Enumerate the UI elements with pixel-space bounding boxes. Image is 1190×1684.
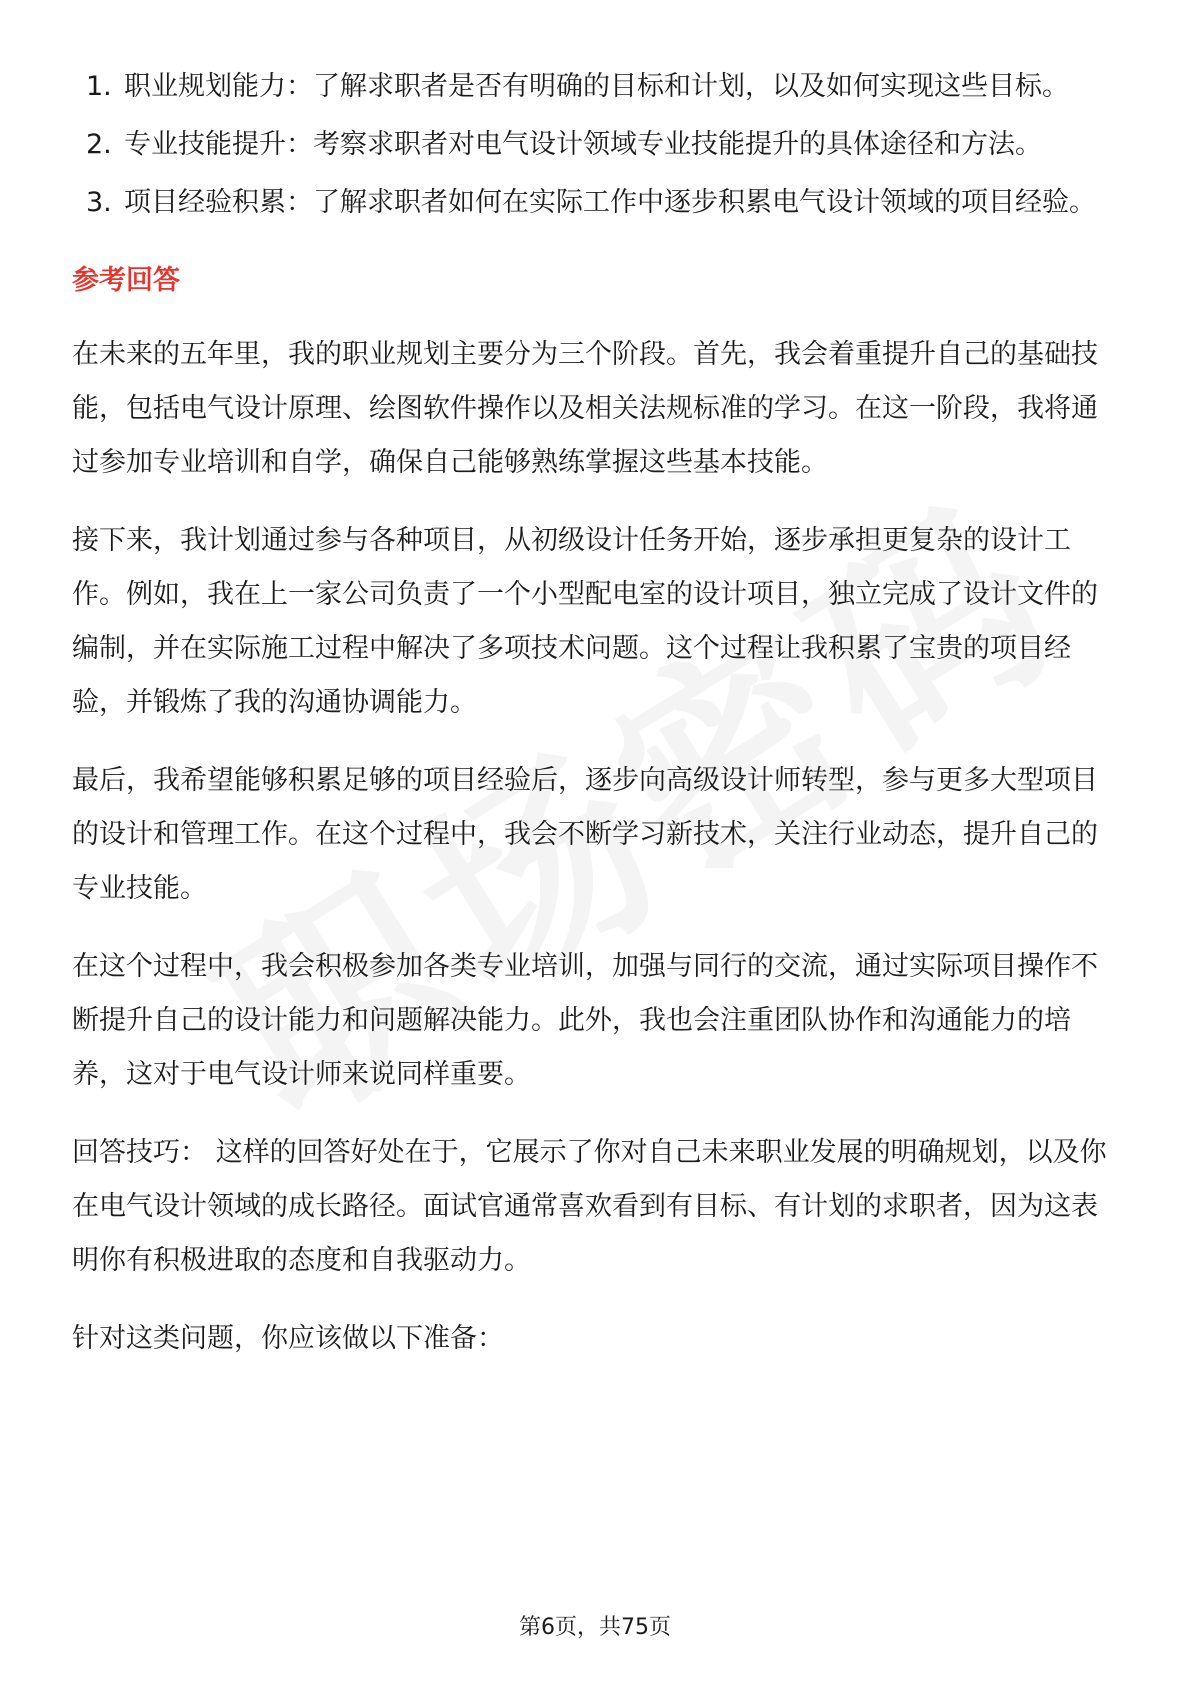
list-item [72, 118, 1122, 172]
page-number-footer: 第6页，共75页 [519, 1615, 671, 1640]
list-item-text: 专业技能提升：考察求职者对电气设计领域专业技能提升的具体途径和方法。 [124, 129, 1042, 160]
question-points-list [72, 60, 1122, 230]
list-item-number: 2. [86, 129, 112, 160]
section-title-reference-answer: 参考回答 [72, 265, 180, 296]
list-item-number: 3. [86, 187, 112, 218]
list-item-number: 1. [86, 71, 112, 102]
list-item-text: 项目经验积累：了解求职者如何在实际工作中逐步积累电气设计领域的项目经验。 [124, 187, 1096, 218]
answer-tips-paragraph: 回答技巧： 这样的回答好处在于，它展示了你对自己未来职业发展的明确规划，以及你在电气设计领域的成长路径。面试官通常喜欢看到有目标、有计划的求职者，因为这表明你有积极进取的态度和自我驱动力。 [72, 1137, 1107, 1276]
preparation-intro: 针对这类问题，你应该做以下准备： [72, 1323, 504, 1354]
list-item-text: 职业规划能力：了解求职者是否有明确的目标和计划，以及如何实现这些目标。 [124, 71, 1069, 102]
answer-paragraph: 在这个过程中，我会积极参加各类专业培训，加强与同行的交流，通过实际项目操作不断提升自己的设计能力和问题解决能力。此外，我也会注重团队协作和沟通能力的培养，这对于电气设计师来说同样重要。 [72, 951, 1098, 1090]
page-content [72, 60, 1122, 1390]
answer-paragraph: 在未来的五年里，我的职业规划主要分为三个阶段。首先，我会着重提升自己的基础技能，包括电气设计原理、绘图软件操作以及相关法规标准的学习。在这一阶段，我将通过参加专业培训和自学，确保自己能够熟练掌握这些基本技能。 [72, 339, 1098, 478]
answer-paragraph: 最后，我希望能够积累足够的项目经验后，逐步向高级设计师转型，参与更多大型项目的设计和管理工作。在这个过程中，我会不断学习新技术，关注行业动态，提升自己的专业技能。 [72, 765, 1098, 904]
answer-paragraph: 接下来，我计划通过参与各种项目，从初级设计任务开始，逐步承担更复杂的设计工作。例如，我在上一家公司负责了一个小型配电室的设计项目，独立完成了设计文件的编制，并在实际施工过程中解决了多项技术问题。这个过程让我积累了宝贵的项目经验，并锻炼了我的沟通协调能力。 [72, 525, 1098, 718]
list-item [72, 176, 1122, 230]
list-item [72, 60, 1122, 114]
